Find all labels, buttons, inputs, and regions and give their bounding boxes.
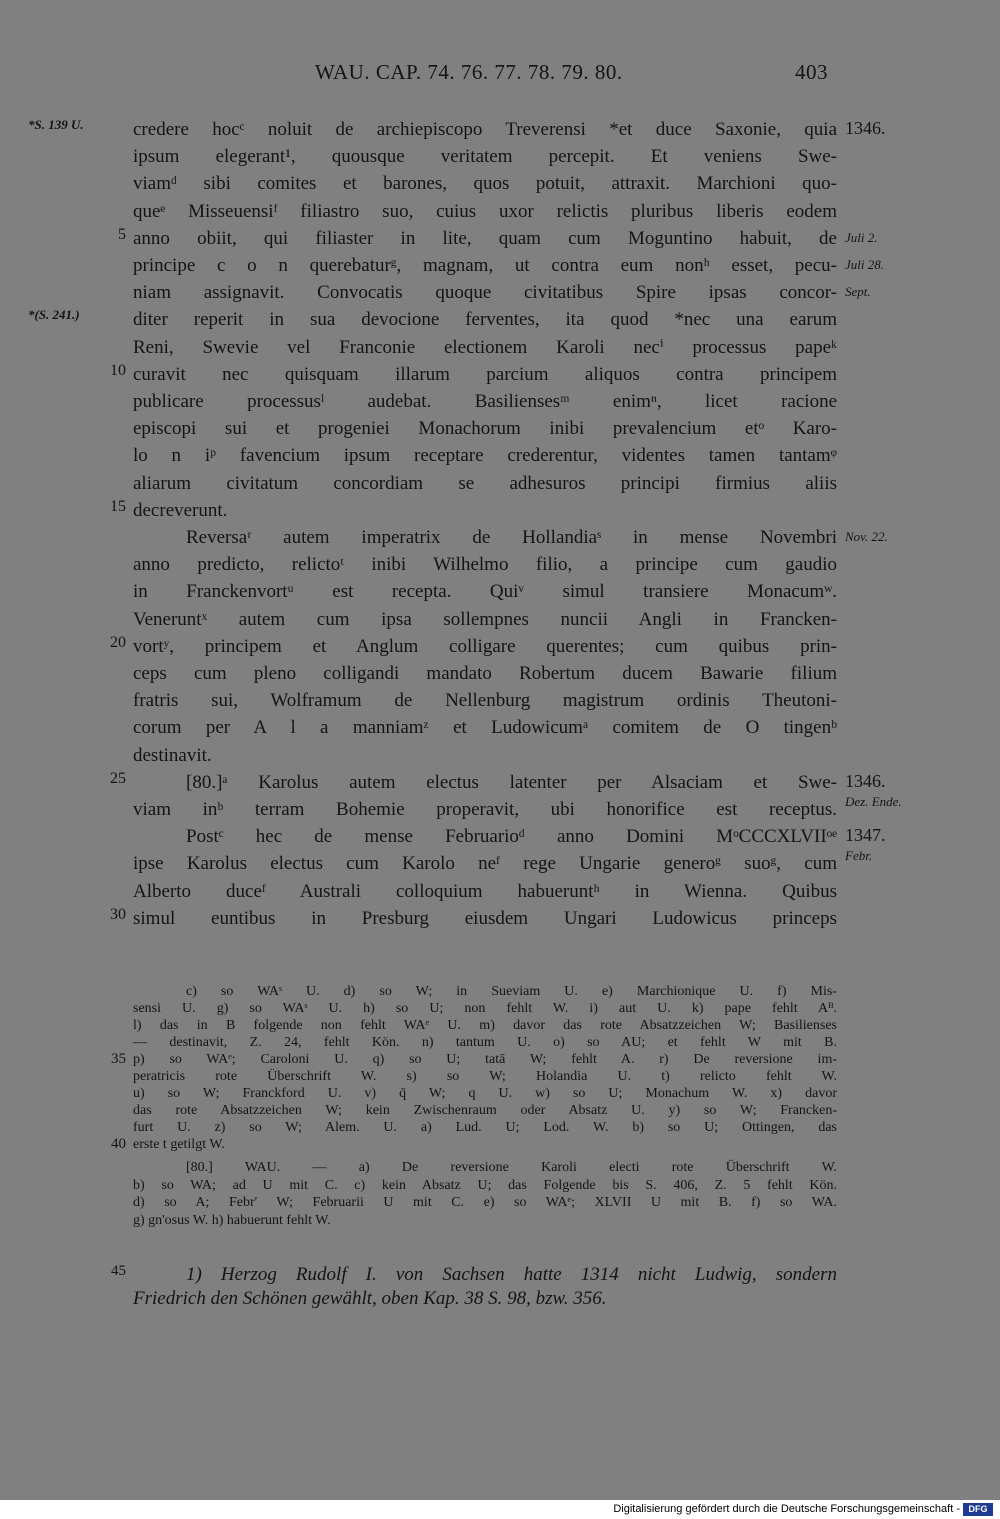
line-text: queᵉ Misseuensiᶠ filiastro suo, cuius uxor relictis pluribus liberis eodem	[133, 200, 837, 222]
line-number: 25	[110, 769, 126, 787]
line-text: simul euntibus in Presburg eiusdem Ungari Ludowicus princeps	[133, 907, 837, 929]
note-line	[0, 1159, 1000, 1176]
text-line	[0, 144, 1000, 170]
margin-date: 1346.	[845, 770, 886, 791]
line-text: peratricis rote Überschrift W. s) so W; Holandia U. t) relicto fehlt W.	[133, 1069, 837, 1084]
line-number: 5	[118, 225, 126, 243]
line-text: destinavit.	[133, 744, 212, 766]
note-line	[0, 1194, 1000, 1211]
line-text: sensi U. g) so WAˢ U. h) so U; non fehlt W. i) aut U. k) pape fehlt Aᴮ.	[133, 1001, 837, 1016]
note-line	[0, 1085, 1000, 1102]
line-text: diter reperit in sua devocione ferventes, ita quod *nec una earum	[133, 309, 837, 331]
text-line	[0, 715, 1000, 741]
line-text: Veneruntˣ autem cum ipsa sollempnes nuncii Angli in Francken-	[133, 608, 837, 630]
line-text: anno obiit, qui filiaster in lite, quam cum Moguntino habuit, de	[133, 227, 837, 249]
text-line	[0, 307, 1000, 333]
line-number: 40	[111, 1136, 126, 1152]
margin-date-detail: Dez. Ende.	[845, 793, 902, 809]
line-text: principe c o n querebaturᵍ, magnam, ut contra eum nonʰ esset, pecu-	[133, 255, 837, 276]
page-number: 403	[795, 60, 828, 84]
text-line	[0, 117, 1000, 143]
margin-date: Nov. 22.	[845, 529, 888, 544]
margin-reference: *S. 139 U.	[28, 117, 84, 132]
line-text: 1) Herzog Rudolf I. von Sachsen hatte 1314 nicht Ludwig, sondern	[186, 1264, 837, 1285]
line-text: Reversaʳ autem imperatrix de Hollandiaˢ in mense Novembri	[186, 527, 837, 548]
note-line	[0, 1051, 1000, 1068]
margin-date-detail: Febr.	[845, 848, 873, 864]
line-text: das rote Absatzzeichen W; kein Zwischenraum oder Absatz U. y) so W; Francken-	[133, 1103, 837, 1118]
note-line	[0, 1017, 1000, 1034]
note-line	[0, 1287, 1000, 1311]
line-text: aliarum civitatum concordiam se adhesuros principi firmius aliis	[133, 472, 837, 494]
line-text: credere hocᶜ noluit de archiepiscopo Treverensi *et duce Saxonie, quia	[133, 119, 837, 140]
line-text: l) das in B folgende non fehlt WAᵉ U. m) davor das rote Absatzzeichen W; Basilienses	[133, 1018, 837, 1033]
line-text: niam assignavit. Convocatis quoque civitatibus Spire ipsas concor-	[133, 282, 837, 304]
line-text: ceps cum pleno colligandi mandato Robertum ducem Bawarie filium	[133, 663, 837, 684]
line-text: curavit nec quisquam illarum parcium aliquos contra principem	[133, 363, 837, 385]
margin-date: Juli 2.	[845, 229, 878, 245]
text-line	[0, 743, 1000, 769]
line-text: anno predicto, relictoᵗ inibi Wilhelmo filio, a principe cum gaudio	[133, 554, 837, 576]
running-title: WAU. CAP. 74. 76. 77. 78. 79. 80.	[315, 60, 623, 84]
line-text: decreverunt.	[133, 499, 228, 521]
line-text: d) so A; Febr' W; Februarii U mit C. e) so WAᵉ; XLVII U mit B. f) so WA.	[133, 1195, 837, 1210]
text-line	[0, 443, 1000, 469]
line-text: b) so WA; ad U mit C. c) kein Absatz U; das Folgende bis S. 406, Z. 5 fehlt Kön.	[133, 1177, 837, 1193]
text-line	[0, 335, 1000, 361]
line-text: lo n iᵖ favencium ipsum receptare crederentur, videntes tamen tantamᵠ	[133, 445, 837, 467]
text-line	[0, 607, 1000, 633]
text-line	[0, 634, 1000, 660]
text-line	[0, 253, 1000, 279]
text-line	[0, 579, 1000, 605]
line-text: vortʸ, principem et Anglum colligare querentes; cum quibus prin-	[133, 635, 837, 657]
line-text: Reni, Swevie vel Franconie electionem Karoli necⁱ processus papeᵏ	[133, 336, 837, 358]
text-line	[0, 688, 1000, 714]
text-line	[0, 769, 1000, 809]
line-text: in Franckenvortᵘ est recepta. Quiᵛ simul transiere Monacumʷ.	[133, 581, 837, 603]
text-line	[0, 471, 1000, 497]
line-text: publicare processusˡ audebat. Basiliensesᵐ enimⁿ, licet racione	[133, 391, 837, 412]
text-line	[0, 171, 1000, 197]
text-line	[0, 416, 1000, 442]
text-line	[0, 851, 1000, 877]
text-line	[0, 199, 1000, 225]
text-line	[0, 661, 1000, 687]
footer-strip	[0, 1500, 1000, 1519]
text-line	[0, 906, 1000, 932]
text-line	[0, 226, 1000, 252]
line-text: viamᵈ sibi comites et barones, quos potuit, attraxit. Marchioni quo-	[133, 173, 837, 195]
line-text: p) so WAᵉ; Caroloni U. q) so U; tatā W; fehlt A. r) De reversione im-	[133, 1052, 837, 1067]
line-number: 10	[110, 361, 126, 379]
note-line	[0, 1212, 1000, 1229]
line-text: c) so WAˢ U. d) so W; in Sueviam U. e) Marchionique U. f) Mis-	[186, 984, 837, 999]
text-line	[0, 797, 1000, 823]
line-text: ipsum elegerant¹, quousque veritatem percepit. Et veniens Swe-	[133, 146, 837, 168]
line-text: — destinavit, Z. 24, fehlt Kön. n) tantum U. o) so AU; et fehlt W mit B.	[133, 1035, 837, 1050]
line-number: 45	[111, 1263, 126, 1279]
line-text: ipse Karolus electus cum Karolo neᶠ rege Ungarie generoᵍ suoᵍ, cum	[133, 853, 837, 875]
note-line	[0, 1102, 1000, 1119]
margin-date: Sept.	[845, 284, 871, 300]
dfg-logo: DFG	[963, 1503, 993, 1516]
line-text: episcopi sui et progeniei Monachorum inibi prevalencium etᵒ Karo-	[133, 418, 837, 440]
text-line	[0, 280, 1000, 306]
line-text: u) so W; Franckford U. v) q̄ W; q U. w) so U; Monachum W. x) davor	[133, 1086, 837, 1101]
margin-date: 1346.	[845, 118, 886, 138]
line-number: 15	[110, 497, 126, 515]
text-line	[0, 879, 1000, 905]
text-line	[0, 389, 1000, 415]
note-line	[0, 1068, 1000, 1085]
note-line	[0, 1034, 1000, 1051]
margin-reference: *(S. 241.)	[28, 307, 80, 323]
note-line	[0, 1000, 1000, 1017]
text-line	[0, 362, 1000, 388]
line-number: 30	[110, 905, 126, 923]
line-text: erste t getilgt W.	[133, 1137, 225, 1152]
line-text: g) gn'osus W. h) habuerunt fehlt W.	[133, 1212, 331, 1228]
line-text: fratris sui, Wolframum de Nellenburg magistrum ordinis Theutoni-	[133, 690, 837, 712]
note-line	[0, 1177, 1000, 1194]
line-number: 20	[110, 633, 126, 651]
line-text: viam inᵇ terram Bohemie properavit, ubi honorifice est receptus.	[133, 799, 837, 820]
line-text: [80.]ᵃ Karolus autem electus latenter per Alsaciam et Swe-	[186, 771, 837, 793]
text-line	[0, 525, 1000, 551]
line-number: 35	[111, 1051, 126, 1067]
line-text: corum per A l a manniamᶻ et Ludowicumᵃ comitem de O tingenᵇ	[133, 717, 837, 739]
line-text: [80.] WAU. — a) De reversione Karoli electi rote Überschrift W.	[186, 1160, 837, 1175]
digitization-credit: Digitalisierung gefördert durch die Deutsche Forschungsgemeinschaft -	[613, 1503, 960, 1515]
note-line	[0, 983, 1000, 1000]
text-line	[0, 552, 1000, 578]
note-line	[0, 1263, 1000, 1287]
note-line	[0, 1119, 1000, 1136]
note-line	[0, 1136, 1000, 1153]
text-line	[0, 498, 1000, 524]
line-text: Postᶜ hec de mense Februarioᵈ anno Domini MᵒCCCXLVIIᵒᵉ	[186, 826, 837, 848]
margin-date: 1347.	[845, 825, 886, 846]
margin-date: Juli 28.	[845, 257, 884, 272]
line-text: Friedrich den Schönen gewählt, oben Kap. 38 S. 98, bzw. 356.	[133, 1288, 607, 1309]
line-text: furt U. z) so W; Alem. U. a) Lud. U; Lod. W. b) so U; Ottingen, das	[133, 1120, 837, 1135]
line-text: Alberto duceᶠ Australi colloquium habueruntʰ in Wienna. Quibus	[133, 880, 837, 902]
